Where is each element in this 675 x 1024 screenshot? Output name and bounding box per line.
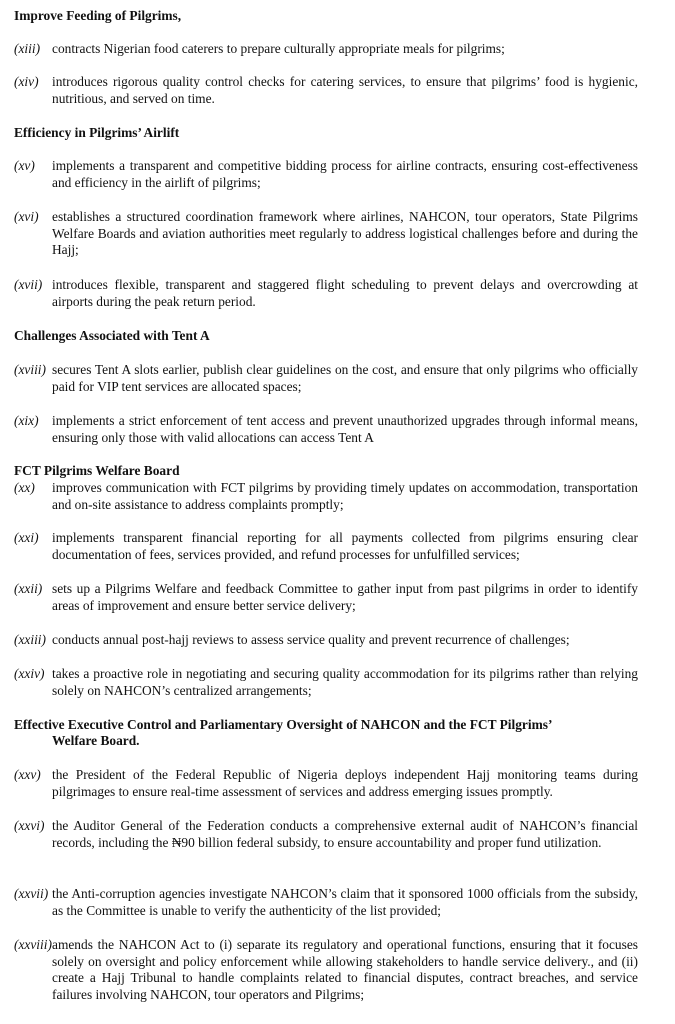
list-item-xix — [14, 413, 638, 446]
item-text: amends the NAHCON Act to (i) separate its regulatory and operational functions, ensuring that it focuses solely on oversight and policy enforcement while allowing stakeholders to handle service delivery., and (ii) create a Hajj Tribunal to handle complaints related to financial disputes, contract breaches, and service failures involving NAHCON, tour operators and Pilgrims; — [52, 937, 638, 1002]
item-number: (xxvi) — [14, 818, 45, 833]
item-number: (xiv) — [14, 74, 39, 89]
item-number: (xxiii) — [14, 632, 46, 647]
list-item-xvii — [14, 277, 638, 310]
item-number: (xv) — [14, 158, 35, 173]
item-text: takes a proactive role in negotiating and securing quality accommodation for its pilgrims rather than relying solely on NAHCON’s centralized arrangements; — [52, 666, 638, 698]
item-number: (xiii) — [14, 41, 41, 56]
item-text: the Anti-corruption agencies investigate NAHCON’s claim that it sponsored 1000 officials from the subsidy, as the Committee is unable to verify the authenticity of the list provided; — [52, 886, 638, 918]
item-number: (xvii) — [14, 277, 43, 292]
item-text: implements a strict enforcement of tent access and prevent unauthorized upgrades through informal means, ensuring only those with valid allocations can access Tent A — [52, 413, 638, 445]
item-text: implements transparent financial reporting for all payments collected from pilgrims ensuring clear documentation of fees, services provided, and refund processes for unfulfilled services; — [52, 530, 638, 562]
list-item-xxiii — [14, 632, 638, 649]
list-item-xxi — [14, 530, 638, 563]
heading-line-2: Welfare Board. — [52, 733, 140, 748]
item-text: contracts Nigerian food caterers to prepare culturally appropriate meals for pilgrims; — [52, 41, 505, 56]
list-item-xviii — [14, 362, 638, 395]
list-item-xxviii — [14, 937, 638, 1003]
list-item-xv — [14, 158, 638, 191]
item-text: introduces rigorous quality control checks for catering services, to ensure that pilgrims’ food is hygienic, nutritious, and served on time. — [52, 74, 638, 106]
item-number: (xix) — [14, 413, 39, 428]
list-item-xiii — [14, 41, 638, 58]
list-item-xxii — [14, 581, 638, 614]
section-heading-oversight — [14, 717, 638, 749]
list-item-xx — [14, 480, 638, 513]
item-number: (xx) — [14, 480, 35, 495]
item-number: (xviii) — [14, 362, 46, 377]
list-item-xxvii — [14, 886, 638, 919]
item-number: (xxvii) — [14, 886, 49, 901]
item-text: implements a transparent and competitive bidding process for airline contracts, ensuring cost-effectiveness and efficiency in the airlift of pilgrims; — [52, 158, 638, 190]
item-number: (xxii) — [14, 581, 43, 596]
section-heading-feeding: Improve Feeding of Pilgrims, — [14, 8, 182, 23]
section-heading-airlift: Efficiency in Pilgrims’ Airlift — [14, 125, 180, 140]
item-number: (xxi) — [14, 530, 39, 545]
item-text: introduces flexible, transparent and staggered flight scheduling to prevent delays and overcrowding at airports during the peak return period. — [52, 277, 638, 309]
item-number: (xxviii) — [14, 937, 52, 952]
section-heading-fct: FCT Pilgrims Welfare Board — [14, 463, 180, 478]
item-number: (xvi) — [14, 209, 39, 224]
item-number: (xxiv) — [14, 666, 45, 681]
section-heading-tent-a: Challenges Associated with Tent A — [14, 328, 210, 343]
item-text: improves communication with FCT pilgrims by providing timely updates on accommodation, transportation and on-site assistance to address complaints promptly; — [52, 480, 638, 512]
item-text: the Auditor General of the Federation conducts a comprehensive external audit of NAHCON’s financial records, including the ₦90 billion federal subsidy, to ensure accountability and proper fund utilization. — [52, 818, 638, 850]
list-item-xxvi — [14, 818, 638, 851]
item-number: (xxv) — [14, 767, 41, 782]
heading-line-1: Effective Executive Control and Parliamentary Oversight of NAHCON and the FCT Pilgrims’ — [14, 717, 553, 732]
item-text: conducts annual post-hajj reviews to assess service quality and prevent recurrence of challenges; — [52, 632, 570, 647]
list-item-xvi — [14, 209, 638, 259]
list-item-xxv — [14, 767, 638, 800]
item-text: the President of the Federal Republic of Nigeria deploys independent Hajj monitoring teams during pilgrimages to ensure real-time assessment of services and address emerging issues promptly. — [52, 767, 638, 799]
item-text: establishes a structured coordination framework where airlines, NAHCON, tour operators, State Pilgrims Welfare Boards and aviation authorities meet regularly to address logistical challenges before and during the Hajj; — [52, 209, 638, 257]
list-item-xxiv — [14, 666, 638, 699]
item-text: secures Tent A slots earlier, publish clear guidelines on the cost, and ensure that only pilgrims who officially paid for VIP tent services are allocated spaces; — [52, 362, 638, 394]
item-text: sets up a Pilgrims Welfare and feedback Committee to gather input from past pilgrims in order to identify areas of improvement and ensure better service delivery; — [52, 581, 638, 613]
list-item-xiv — [14, 74, 638, 107]
